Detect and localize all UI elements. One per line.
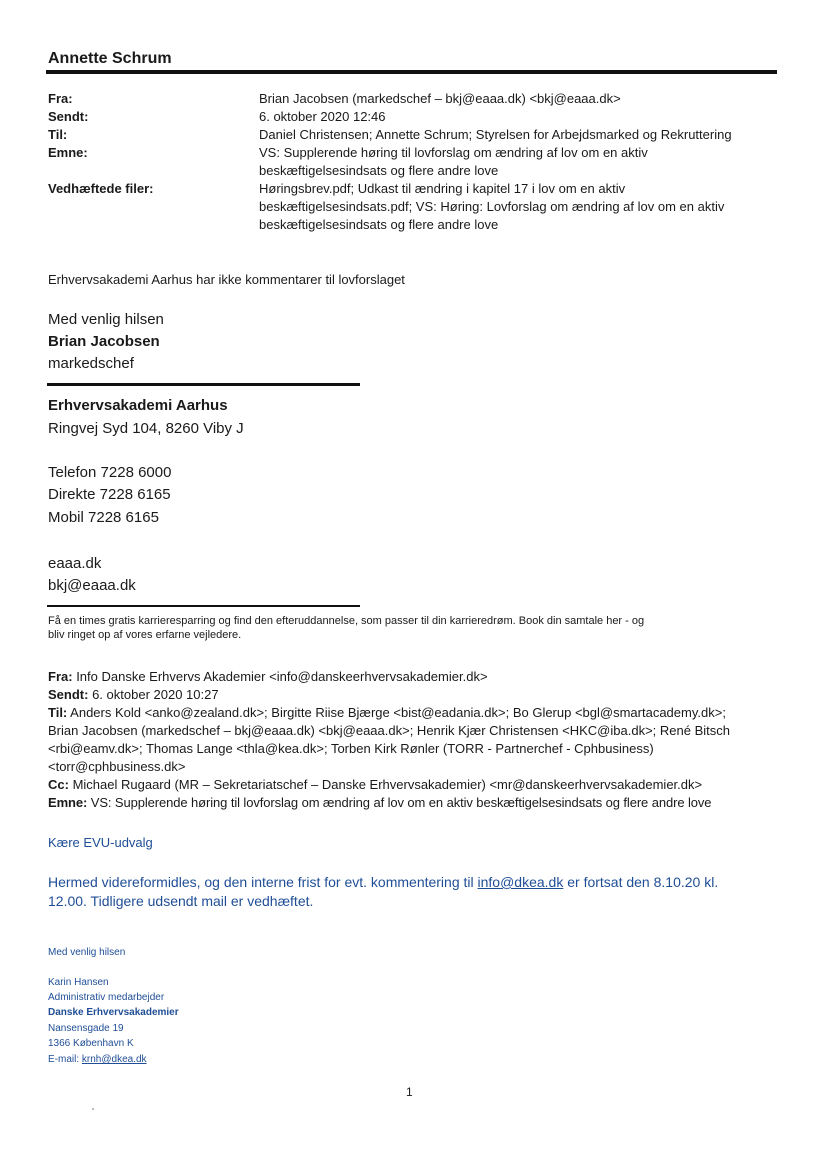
- fw-to-line1: Anders Kold <anko@zealand.dk>; Birgitte Riise Bjærge <bist@eadania.dk>; Bo Glerup <bgl@smartacademy.dk>;: [70, 705, 726, 720]
- promo-text: [48, 614, 778, 642]
- from-label: Fra:: [48, 91, 73, 106]
- fw-to: [48, 704, 788, 722]
- mailbox-owner-name: Annette Schrum: [48, 50, 172, 67]
- fw-cc: [48, 776, 788, 794]
- fw-to-line4: <torr@cphbusiness.dk>: [48, 759, 186, 774]
- fw-cc-label: Cc:: [48, 777, 69, 792]
- fw-sig-street: Nansensgade 19: [48, 1023, 124, 1034]
- fw-body-line1: [48, 872, 768, 892]
- signature-direct: Direkte 7228 6165: [48, 486, 171, 503]
- promo-line1: Få en times gratis karrieresparring og find den efteruddannelse, som passer til din karrieredrøm. Book din samtale her - og: [48, 615, 645, 627]
- fw-body-text-after: er fortsat den 8.10.20 kl.: [563, 874, 719, 890]
- signature-phone: Telefon 7228 6000: [48, 464, 172, 481]
- subject-label: Emne:: [48, 145, 88, 160]
- signature-org: Erhvervsakademi Aarhus: [48, 397, 228, 414]
- signature-divider-top: [47, 383, 360, 386]
- sent-value: 6. oktober 2020 12:46: [259, 109, 386, 124]
- signature-title: markedschef: [48, 355, 134, 372]
- fw-from: [48, 668, 788, 686]
- fw-sig-greeting: Med venlig hilsen: [48, 947, 126, 958]
- from-value: Brian Jacobsen (markedschef – bkj@eaaa.dk) <bkj@eaaa.dk>: [259, 91, 621, 106]
- signature-email[interactable]: bkj@eaaa.dk: [48, 577, 136, 594]
- fw-sig-email-row: [48, 1054, 147, 1065]
- fw-from-label: Fra:: [48, 669, 73, 684]
- fw-cc-value: Michael Rugaard (MR – Sekretariatschef – Danske Erhvervsakademier) <mr@danskeerhvervsakademier.dk>: [72, 777, 703, 792]
- signature-greeting: Med venlig hilsen: [48, 311, 164, 328]
- promo-line2: bliv ringet op af vores erfarne vejledere.: [48, 629, 242, 641]
- fw-sent-label: Sendt:: [48, 687, 89, 702]
- fw-subject-value: VS: Supplerende høring til lovforslag om ændring af lov om en aktiv beskæftigelsesindsats og flere andre love: [90, 795, 712, 810]
- attachments-line2[interactable]: beskæftigelsesindsats.pdf; VS: Høring: Lovforslag om ændring af lov om en aktiv: [259, 199, 725, 214]
- fw-sig-name: Karin Hansen: [48, 977, 109, 988]
- fw-body-line2: 12.00. Tidligere udsendt mail er vedhæftet.: [48, 893, 314, 909]
- fw-sig-email-link[interactable]: krnh@dkea.dk: [81, 1054, 147, 1065]
- signature-name: Brian Jacobsen: [48, 333, 160, 350]
- fw-sig-city: 1366 København K: [48, 1038, 134, 1049]
- fw-subject-label: Emne:: [48, 795, 88, 810]
- fw-to-line3: <rbi@eamv.dk>; Thomas Lange <thla@kea.dk>; Torben Kirk Rønler (TORR - Partnerchef - Cphbusiness): [48, 741, 654, 756]
- signature-web[interactable]: eaaa.dk: [48, 555, 102, 572]
- signature-mobile: Mobil 7228 6165: [48, 509, 159, 526]
- fw-body-text-before: Hermed videreformidles, og den interne frist for evt. kommentering til: [48, 874, 478, 890]
- attachments-label: Vedhæftede filer:: [48, 181, 154, 196]
- fw-from-value: Info Danske Erhvervs Akademier <info@danskeerhvervsakademier.dk>: [76, 669, 488, 684]
- subject-value-line2: beskæftigelsesindsats og flere andre love: [259, 163, 499, 178]
- to-value: Daniel Christensen; Annette Schrum; Styrelsen for Arbejdsmarked og Rekruttering: [259, 127, 732, 142]
- page-number: 1: [406, 1085, 413, 1099]
- fw-sig-title: Administrativ medarbejder: [48, 992, 165, 1003]
- attachments-line3[interactable]: beskæftigelsesindsats og flere andre love: [259, 217, 499, 232]
- fw-sig-email-label: E-mail:: [48, 1054, 82, 1065]
- fw-subject: [48, 794, 788, 812]
- scan-speck: [92, 1108, 94, 1110]
- to-label: Til:: [48, 127, 68, 142]
- message-body: Erhvervsakademi Aarhus har ikke kommentarer til lovforslaget: [48, 272, 405, 287]
- fw-sent: [48, 686, 788, 704]
- signature-divider-bottom: [47, 605, 360, 607]
- owner-divider: [46, 70, 777, 74]
- fw-to-line2: Brian Jacobsen (markedschef – bkj@eaaa.dk) <bkj@eaaa.dk>; Henrik Kjær Christensen <HKC@iba.dk>; René Bitsch: [48, 723, 730, 738]
- signature-address: Ringvej Syd 104, 8260 Viby J: [48, 420, 244, 437]
- attachments-line1[interactable]: Høringsbrev.pdf; Udkast til ændring i kapitel 17 i lov om en aktiv: [259, 181, 626, 196]
- subject-value-line1: VS: Supplerende høring til lovforslag om ændring af lov om en aktiv: [259, 145, 648, 160]
- fw-body-email-link[interactable]: info@dkea.dk: [477, 874, 564, 890]
- fw-salutation: Kære EVU-udvalg: [48, 835, 153, 850]
- sent-label: Sendt:: [48, 109, 89, 124]
- fw-sig-org: Danske Erhvervsakademier: [48, 1007, 179, 1018]
- fw-to-label: Til:: [48, 705, 68, 720]
- fw-sent-value: 6. oktober 2020 10:27: [92, 687, 219, 702]
